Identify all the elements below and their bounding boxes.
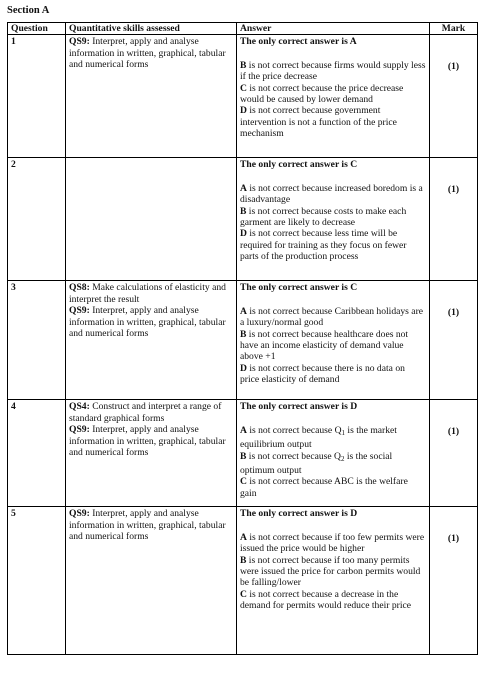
table-row <box>8 158 478 281</box>
reason-item <box>240 306 426 329</box>
skill-text: Interpret, apply and analyse information in written, graphical, tabular and numerical forms <box>69 508 226 543</box>
table-row <box>8 400 478 507</box>
skill-text: Construct and interpret a range of standard graphical forms <box>69 401 222 424</box>
reason-letter: A <box>240 531 247 543</box>
mark-cell <box>430 281 478 400</box>
answer-cell <box>237 281 430 400</box>
skill-item <box>69 36 233 70</box>
answer-cell <box>237 400 430 507</box>
reason-item <box>240 105 426 139</box>
reason-text: is the market equilibrium output <box>240 424 397 451</box>
mark-value: (1) <box>447 307 460 319</box>
skill-code: QS9: <box>69 508 90 520</box>
question-number: 5 <box>11 508 16 520</box>
header-row <box>8 23 478 35</box>
correct-answer: The only correct answer is A <box>240 36 357 48</box>
skill-text: Interpret, apply and analyse information in written, graphical, tabular and numerical forms <box>69 36 226 71</box>
question-number: 1 <box>11 36 16 48</box>
mark-value: (1) <box>447 184 460 196</box>
skill-code: QS9: <box>69 36 90 48</box>
section-title: Section A <box>7 5 50 16</box>
reason-letter: C <box>240 588 247 600</box>
reason-letter: A <box>240 305 247 317</box>
reason-text: is not correct because ABC is the welfare gain <box>240 476 408 499</box>
correct-answer: The only correct answer is C <box>240 282 358 294</box>
correct-answer: The only correct answer is D <box>240 508 358 520</box>
mark-cell <box>430 507 478 655</box>
reason-letter: D <box>240 105 247 117</box>
answer-cell <box>237 158 430 281</box>
question-number: 4 <box>11 401 16 413</box>
reason-item <box>240 589 426 612</box>
reason-text: is not correct because there is no data on price elasticity of demand <box>240 362 405 386</box>
reason-letter: B <box>240 59 247 71</box>
subscript: 2 <box>340 454 345 463</box>
skill-item <box>69 305 233 339</box>
reason-item <box>240 83 426 106</box>
reason-text: is not correct because costs to make each garment are likely to decrease <box>240 205 407 229</box>
skill-text: Make calculations of elasticity and interpret the result <box>69 282 226 305</box>
reason-item <box>240 228 426 262</box>
question-number-cell <box>8 507 66 655</box>
reason-item <box>240 60 426 83</box>
subscript: 1 <box>341 428 346 437</box>
reason-item <box>240 329 426 363</box>
question-number-cell <box>8 158 66 281</box>
reason-letter: B <box>240 205 247 217</box>
answer-cell <box>237 507 430 655</box>
skills-cell <box>66 158 237 281</box>
reason-text: is not correct because government intervention is not a function of the price mechanism <box>240 105 397 140</box>
reason-text: is not correct because Caribbean holidays are a luxury/normal good <box>240 305 424 329</box>
skill-text: Interpret, apply and analyse information in written, graphical, tabular and numerical forms <box>69 424 226 459</box>
correct-answer: The only correct answer is C <box>240 159 358 171</box>
reason-letter: C <box>240 476 247 488</box>
reason-text: is not correct because if too few permits were issued the price would be higher <box>240 531 425 555</box>
reason-text: is not correct because the price decrease would be caused by lower demand <box>240 82 404 106</box>
reason-item <box>240 183 426 206</box>
skills-cell <box>66 507 237 655</box>
answer-header: Answer <box>237 23 430 35</box>
mark-cell <box>430 400 478 507</box>
skill-code: QS4: <box>69 401 90 413</box>
reason-text: is not correct because firms would supply less if the price decrease <box>240 59 426 83</box>
reason-letter: A <box>240 424 247 436</box>
skill-code: QS9: <box>69 424 90 436</box>
skills-cell <box>66 281 237 400</box>
reason-letter: B <box>240 450 247 462</box>
reason-letter: D <box>240 362 247 374</box>
table-row <box>8 281 478 400</box>
reason-letter: D <box>240 228 247 240</box>
skill-code: QS8: <box>69 282 90 294</box>
reason-text: is not correct because less time will be required for training as they focus on fewer parts of the production process <box>240 228 407 263</box>
skill-text: Interpret, apply and analyse information in written, graphical, tabular and numerical forms <box>69 305 226 340</box>
skill-item <box>69 282 233 305</box>
reason-letter: A <box>240 182 247 194</box>
answer-cell <box>237 35 430 158</box>
skills-header: Quantitative skills assessed <box>66 23 237 35</box>
mark-cell <box>430 35 478 158</box>
reason-item <box>240 555 426 589</box>
mark-value: (1) <box>447 61 460 73</box>
reason-item <box>240 425 426 451</box>
question-header: Question <box>8 23 66 35</box>
reason-text: is not correct because Q <box>246 424 342 436</box>
table-row <box>8 35 478 158</box>
mark-value: (1) <box>447 533 460 545</box>
mark-cell <box>430 158 478 281</box>
mark-header: Mark <box>430 23 478 35</box>
reason-text: is not correct because Q <box>246 450 341 462</box>
reason-text: is not correct because if too many permits were issued the price for carbon permits would be falling/lower <box>240 554 421 589</box>
reason-item <box>240 451 426 477</box>
skill-item <box>69 424 233 458</box>
skill-item <box>69 508 233 542</box>
correct-answer: The only correct answer is D <box>240 401 358 413</box>
reason-letter: C <box>240 82 247 94</box>
skills-cell <box>66 35 237 158</box>
reason-text: is not correct because healthcare does not have an income elasticity of demand value above +1 <box>240 328 409 363</box>
question-number-cell <box>8 281 66 400</box>
reason-letter: B <box>240 328 247 340</box>
reason-text: is not correct because a decrease in the demand for permits would reduce their price <box>240 588 412 612</box>
reason-item <box>240 532 426 555</box>
reason-text: is the social optimum output <box>240 450 393 477</box>
reason-item <box>240 363 426 386</box>
question-number-cell <box>8 35 66 158</box>
mark-value: (1) <box>447 426 460 438</box>
reason-item <box>240 476 426 499</box>
question-number: 2 <box>11 159 16 171</box>
reason-item <box>240 206 426 229</box>
skill-item <box>69 401 233 424</box>
mark-scheme-table <box>7 22 478 655</box>
skill-code: QS9: <box>69 305 90 317</box>
reason-letter: B <box>240 554 247 566</box>
table-row <box>8 507 478 655</box>
reason-text: is not correct because increased boredom is a disadvantage <box>240 182 423 206</box>
question-number-cell <box>8 400 66 507</box>
question-number: 3 <box>11 282 16 294</box>
skills-cell <box>66 400 237 507</box>
